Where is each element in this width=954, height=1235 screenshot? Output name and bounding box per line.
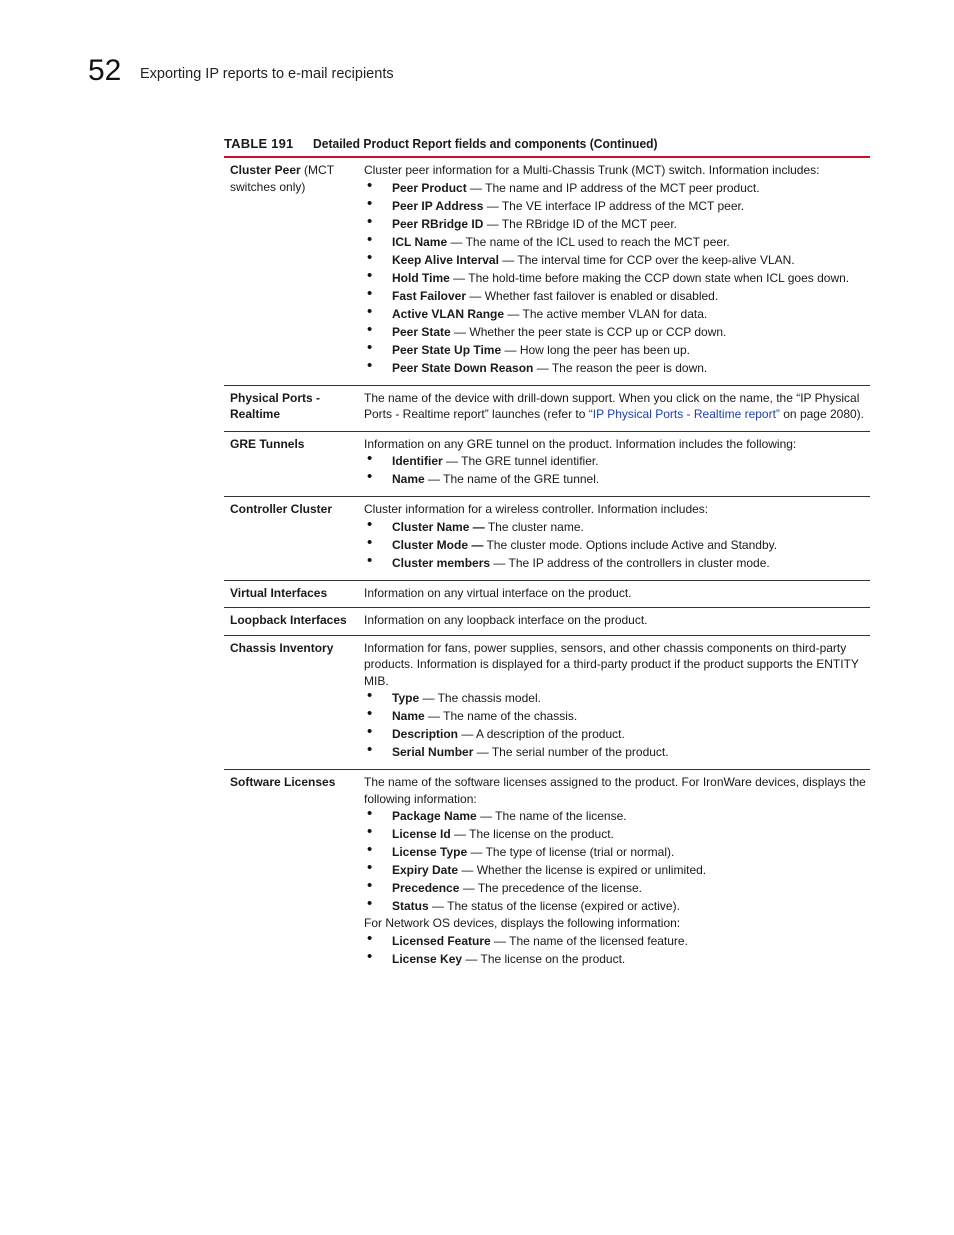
list-item: • Name — The name of the GRE tunnel. xyxy=(364,470,866,488)
field-name: GRE Tunnels xyxy=(230,436,305,451)
table-caption xyxy=(224,134,870,154)
field-name-cell xyxy=(224,774,364,968)
list-item: • Peer IP Address — The VE interface IP address of the MCT peer. xyxy=(364,197,866,215)
list-item: • Package Name — The name of the license. xyxy=(364,807,866,825)
description-text: For Network OS devices, displays the following information: xyxy=(364,916,681,930)
description-text: Cluster information for a wireless controller. Information includes: xyxy=(364,502,709,516)
table-row xyxy=(224,581,870,609)
field-name: Controller Cluster xyxy=(230,502,333,516)
table-row xyxy=(224,497,870,581)
bullet-list xyxy=(364,932,866,968)
field-description-cell xyxy=(364,774,870,968)
bullet-list xyxy=(364,807,866,915)
list-item: • License Key — The license on the product. xyxy=(364,950,866,968)
field-description-cell xyxy=(364,390,870,423)
list-item: • Peer State — Whether the peer state is CCP up or CCP down. xyxy=(364,323,866,341)
field-name-cell xyxy=(224,162,364,377)
list-item: • Cluster members — The IP address of the controllers in cluster mode. xyxy=(364,554,866,572)
report-table xyxy=(224,156,870,976)
cross-reference-link[interactable]: “IP Physical Ports - Realtime report” xyxy=(588,407,780,421)
table-row xyxy=(224,608,870,636)
list-item: • License Type — The type of license (trial or normal). xyxy=(364,843,866,861)
field-name: Cluster Peer xyxy=(230,163,301,177)
list-item: • Description — A description of the product. xyxy=(364,725,866,743)
list-item: • Expiry Date — Whether the license is expired or unlimited. xyxy=(364,861,866,879)
field-name: Virtual Interfaces xyxy=(230,585,328,600)
bullet-list xyxy=(364,518,866,572)
table-row xyxy=(224,386,870,432)
table-number: TABLE 191 xyxy=(224,136,294,151)
list-item: • Peer State Up Time — How long the peer has been up. xyxy=(364,341,866,359)
list-item: • Cluster Mode — The cluster mode. Options include Active and Standby. xyxy=(364,536,866,554)
field-name-cell xyxy=(224,612,364,629)
list-item: • Identifier — The GRE tunnel identifier. xyxy=(364,452,866,470)
list-item: • Hold Time — The hold-time before making the CCP down state when ICL goes down. xyxy=(364,269,866,287)
chapter-number: 52 xyxy=(88,54,122,87)
field-description-cell xyxy=(364,501,870,572)
table-title: Detailed Product Report fields and components (Continued) xyxy=(313,136,659,151)
bullet-list xyxy=(364,179,866,377)
list-item: • Peer State Down Reason — The reason the peer is down. xyxy=(364,359,866,377)
description-text: The name of the software licenses assigned to the product. For IronWare devices, displays the following information: xyxy=(364,775,866,806)
bullet-list xyxy=(364,689,866,761)
description-text: The name of the device with drill-down support. When you click on the name, the “IP Physical Ports - Realtime report” launches (refer to “IP Physical Ports - Realtime report” on page 2080). xyxy=(364,390,864,421)
table-row xyxy=(224,158,870,386)
field-name: Physical Ports - Realtime xyxy=(230,390,321,421)
field-description-cell xyxy=(364,640,870,762)
list-item: • Serial Number — The serial number of the product. xyxy=(364,743,866,761)
description-text: Information for fans, power supplies, sensors, and other chassis components on third-party products. Information is displayed for a third-party product if the product supports the ENTITY MIB. xyxy=(364,640,859,688)
list-item: • Status — The status of the license (expired or active). xyxy=(364,897,866,915)
table-row xyxy=(224,770,870,976)
description-text: Information on any loopback interface on the product. xyxy=(364,613,648,627)
field-note: (MCT switches only) xyxy=(230,163,334,194)
field-name-cell xyxy=(224,390,364,423)
field-name-cell xyxy=(224,585,364,602)
list-item: • License Id — The license on the product. xyxy=(364,825,866,843)
list-item: • Peer Product — The name and IP address of the MCT peer product. xyxy=(364,179,866,197)
table-row xyxy=(224,636,870,771)
description-text: Cluster peer information for a Multi-Chassis Trunk (MCT) switch. Information includes: xyxy=(364,163,820,177)
list-item: • Name — The name of the chassis. xyxy=(364,707,866,725)
list-item: • Cluster Name — The cluster name. xyxy=(364,518,866,536)
table-row xyxy=(224,432,870,498)
list-item: • Active VLAN Range — The active member VLAN for data. xyxy=(364,305,866,323)
field-name: Software Licenses xyxy=(230,775,336,789)
list-item: • Type — The chassis model. xyxy=(364,689,866,707)
field-name-cell xyxy=(224,640,364,762)
field-name: Chassis Inventory xyxy=(230,640,334,655)
list-item: • Precedence — The precedence of the license. xyxy=(364,879,866,897)
bullet-list xyxy=(364,452,866,488)
field-name-cell xyxy=(224,436,364,489)
field-description-cell xyxy=(364,585,870,602)
chapter-title: Exporting IP reports to e-mail recipients xyxy=(140,66,394,82)
field-name: Loopback Interfaces xyxy=(230,613,347,627)
field-description-cell xyxy=(364,162,870,377)
description-text: Information on any virtual interface on the product. xyxy=(364,585,632,600)
list-item: • Keep Alive Interval — The interval time for CCP over the keep-alive VLAN. xyxy=(364,251,866,269)
field-description-cell xyxy=(364,436,870,489)
list-item: • ICL Name — The name of the ICL used to reach the MCT peer. xyxy=(364,233,866,251)
description-text: Information on any GRE tunnel on the product. Information includes the following: xyxy=(364,436,797,451)
list-item: • Peer RBridge ID — The RBridge ID of the MCT peer. xyxy=(364,215,866,233)
list-item: • Fast Failover — Whether fast failover is enabled or disabled. xyxy=(364,287,866,305)
field-name-cell xyxy=(224,501,364,572)
list-item: • Licensed Feature — The name of the licensed feature. xyxy=(364,932,866,950)
field-description-cell xyxy=(364,612,870,629)
